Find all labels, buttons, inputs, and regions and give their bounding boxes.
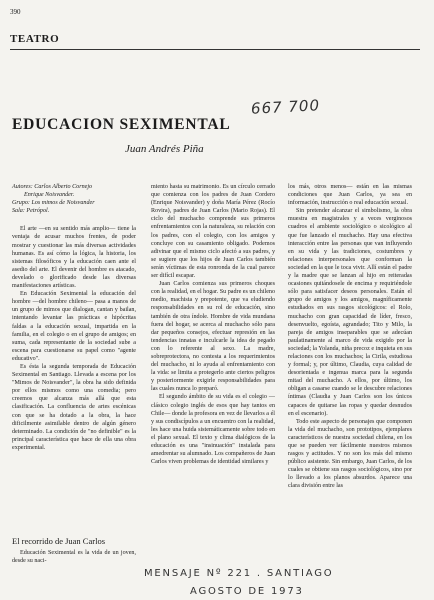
article-title: EDUCACION SEXIMENTAL bbox=[12, 116, 231, 133]
paragraph: Juan Carlos comienza sus primeros choques con la realidad, en el hogar. Su padre es un chileno medio, machista y prepotente, que va eludiendo responsabilidades en su rol de educación, sino también de otra índole. Hombre de vida mundana fuera del hogar, se acerca al muchacho sólo para dar pequeños consejos, efectuar represión en las tendencias innatas e inculcarle la idea de pegado con lo referente al sexo. La madre, sobreprotectora, no contesta a los requerimientos del muchacho, ni lo ayuda al enfrentamiento con la vida: se limita a protegerlo ante ciertos peligros y posteriormente exigirle responsabilidades para las cuales nunca lo preparó. bbox=[151, 281, 275, 393]
column-2 bbox=[151, 183, 275, 466]
handwritten-page-range: 667 700 bbox=[250, 96, 321, 118]
page-number: 390 bbox=[10, 8, 21, 16]
column-3 bbox=[288, 183, 412, 491]
paragraph: Educación Seximental es la vida de un joven, desde su naci- bbox=[12, 550, 136, 565]
credit-line: Enrique Noisvander. bbox=[24, 192, 75, 199]
column-1 bbox=[12, 183, 136, 452]
credit-line: Sala: Petrópol. bbox=[12, 208, 50, 215]
paragraph: En Educación Seximental la educación del hombre —del hombre chileno— pasa a manos de un grupo de mimos que dialogan, cantan y bailan, intentando levantar las prácticas e hipócritas faldas a la educación sexual, impartida en la familia, en el colegio o en el grupo de amigos; en suma, cada representante de la sociedad sube a escena para cuestionarse su papel como "agente educativo". bbox=[12, 291, 136, 362]
subheading: El recorrido de Juan Carlos bbox=[12, 536, 105, 546]
credit-line: Grupo: Los mimos de Noisvander bbox=[12, 200, 95, 207]
paragraph: El segundo ámbito de su vida es el colegio —clásico colegio inglés de esos que hay tantos en Chile— donde la profesora en vez de llevarlos a él y sus condiscípulos a un encuentro con la realidad, les hace una huida sistemáticamente sobre todo en el plano sexual. El texto y clima dialógicos de la educación es una "insinuación" instalada para amedrentar su alumnado. Los compañeros de Juan Carlos viven problemas de identidad similares y bbox=[151, 394, 275, 466]
paragraph: Todo este aspecto de personajes que componen la vida del muchacho, son prototipos, ejemplares característicos de nuestra sociedad chilena, en los que se pueden ver fácilmente nuestros mismos rasgos y actitudes. Y no son los más del mismo público asistente. Sin embargo, Juan Carlos, de los cuales se obtiene sus rasgos sociológicos, sino por lo llevado a los planos absurdos. Aparece una clara división entre las bbox=[288, 418, 412, 490]
article-author: Juan Andrés Piña bbox=[125, 143, 204, 155]
paragraph: miento hasta su matrimonio. Es un círculo cerrado que comienza con los padres de Juan Cordero (Enrique Noisvander) y doña María Pérez (Rocío Rovira), padres de Juan Carlos (Mario Rojas). El ciclo del muchacho comprende sus primeros enfrentamientos con la naturaleza, su relación con los padres, con el colegio, con los amigos y concluye con su casamiento obligado. Podemos adivinar que el mismo ciclo afectó a sus padres, y se sugiere que los hijos de Juan Carlos también serán víctimas de esta ronronda de la cual parece ser difícil escapar. bbox=[151, 184, 275, 280]
section-heading: TEATRO bbox=[10, 33, 60, 45]
paragraph: Es ésta la segunda temporada de Educación Seximental en Santiago. Llevada a escena por los "Mimos de Noisvander", la obra ha sido definida por ellos mismos como una comedia; pero creemos que alcanza más allá que esta clasificación. La confluencia de artes escénicas con que se ha dotado a la obra, la hace dificilmente asimilable dentro de algún género determinado. La condición de "no definible" es la principal característica que hace de ella una obra experimental. bbox=[12, 363, 136, 451]
paragraph: Sin pretender alcanzar el simbolismo, la obra muestra en magistrales y a veces verginosos cuadros el ambiente sociológico o sicológico al que fue lanzado el muchacho. Hay una efectiva interacción entre las personas que van influyendo en su vida y las tradiciones, costumbres y relaciones interpersonales que conforman la sociedad en la que le toca vivir. Allí están el padre y la madre que se lanzan al hijo en reiteradas ocasiones quitándosele de encima y requiriéndole sólo para satisfacer deseos personales. Están el grupo de amigos y los amigos, magníficamente estudiados en sus rasgos sicológicos: el Rolo, muchacho con gran capacidad de líder, fresco, desenvuelto, egoísta, agrandado; Tito y Milo, la pareja de amigos inseparables que se adecúan paulatinamente al marco de vida exigido por la sociedad; la Yolanda, niña precoz e inquieta en sus relaciones con los muchachos; la Cirila, estudiosa y formal; y, por último, Claudia, cuya calidad de desorientada e ingenua marca para la segunda mitad del muchacho. A ellos, por último, los obligan a casarse cuando se le descubre relaciones íntimas (Claudia y Juan Carlos son los únicos capaces de quitarse las ropas y quedar desnudos en el escenario). bbox=[288, 208, 412, 417]
column-1-continued bbox=[12, 549, 136, 565]
credit-line: Autores: Carlos Alberto Cornejo bbox=[12, 184, 93, 190]
credits-block bbox=[12, 183, 136, 215]
paragraph: los más, otros menos— están en las mismas condiciones que Juan Carlos, ya sea en información, instrucción o real educación sexual. bbox=[288, 184, 412, 207]
header-rule bbox=[10, 49, 420, 50]
handwritten-date: AGOSTO DE 1973 bbox=[190, 586, 304, 597]
handwritten-source: MENSAJE Nº 221 . SANTIAGO bbox=[144, 568, 334, 579]
paragraph: El arte —en su sentido más amplio— tiene la ventaja de acusar muchos frentes, de poder mostrar y cuestionar las más diversas actividades humanas. Es así cómo la lógica, la historia, los sistemas filosóficos y la educación caen ante el asedio del arte. El devenir del hombre es atacado, develado o glorificado desde las diversas manifestaciones artísticas. bbox=[12, 226, 136, 290]
